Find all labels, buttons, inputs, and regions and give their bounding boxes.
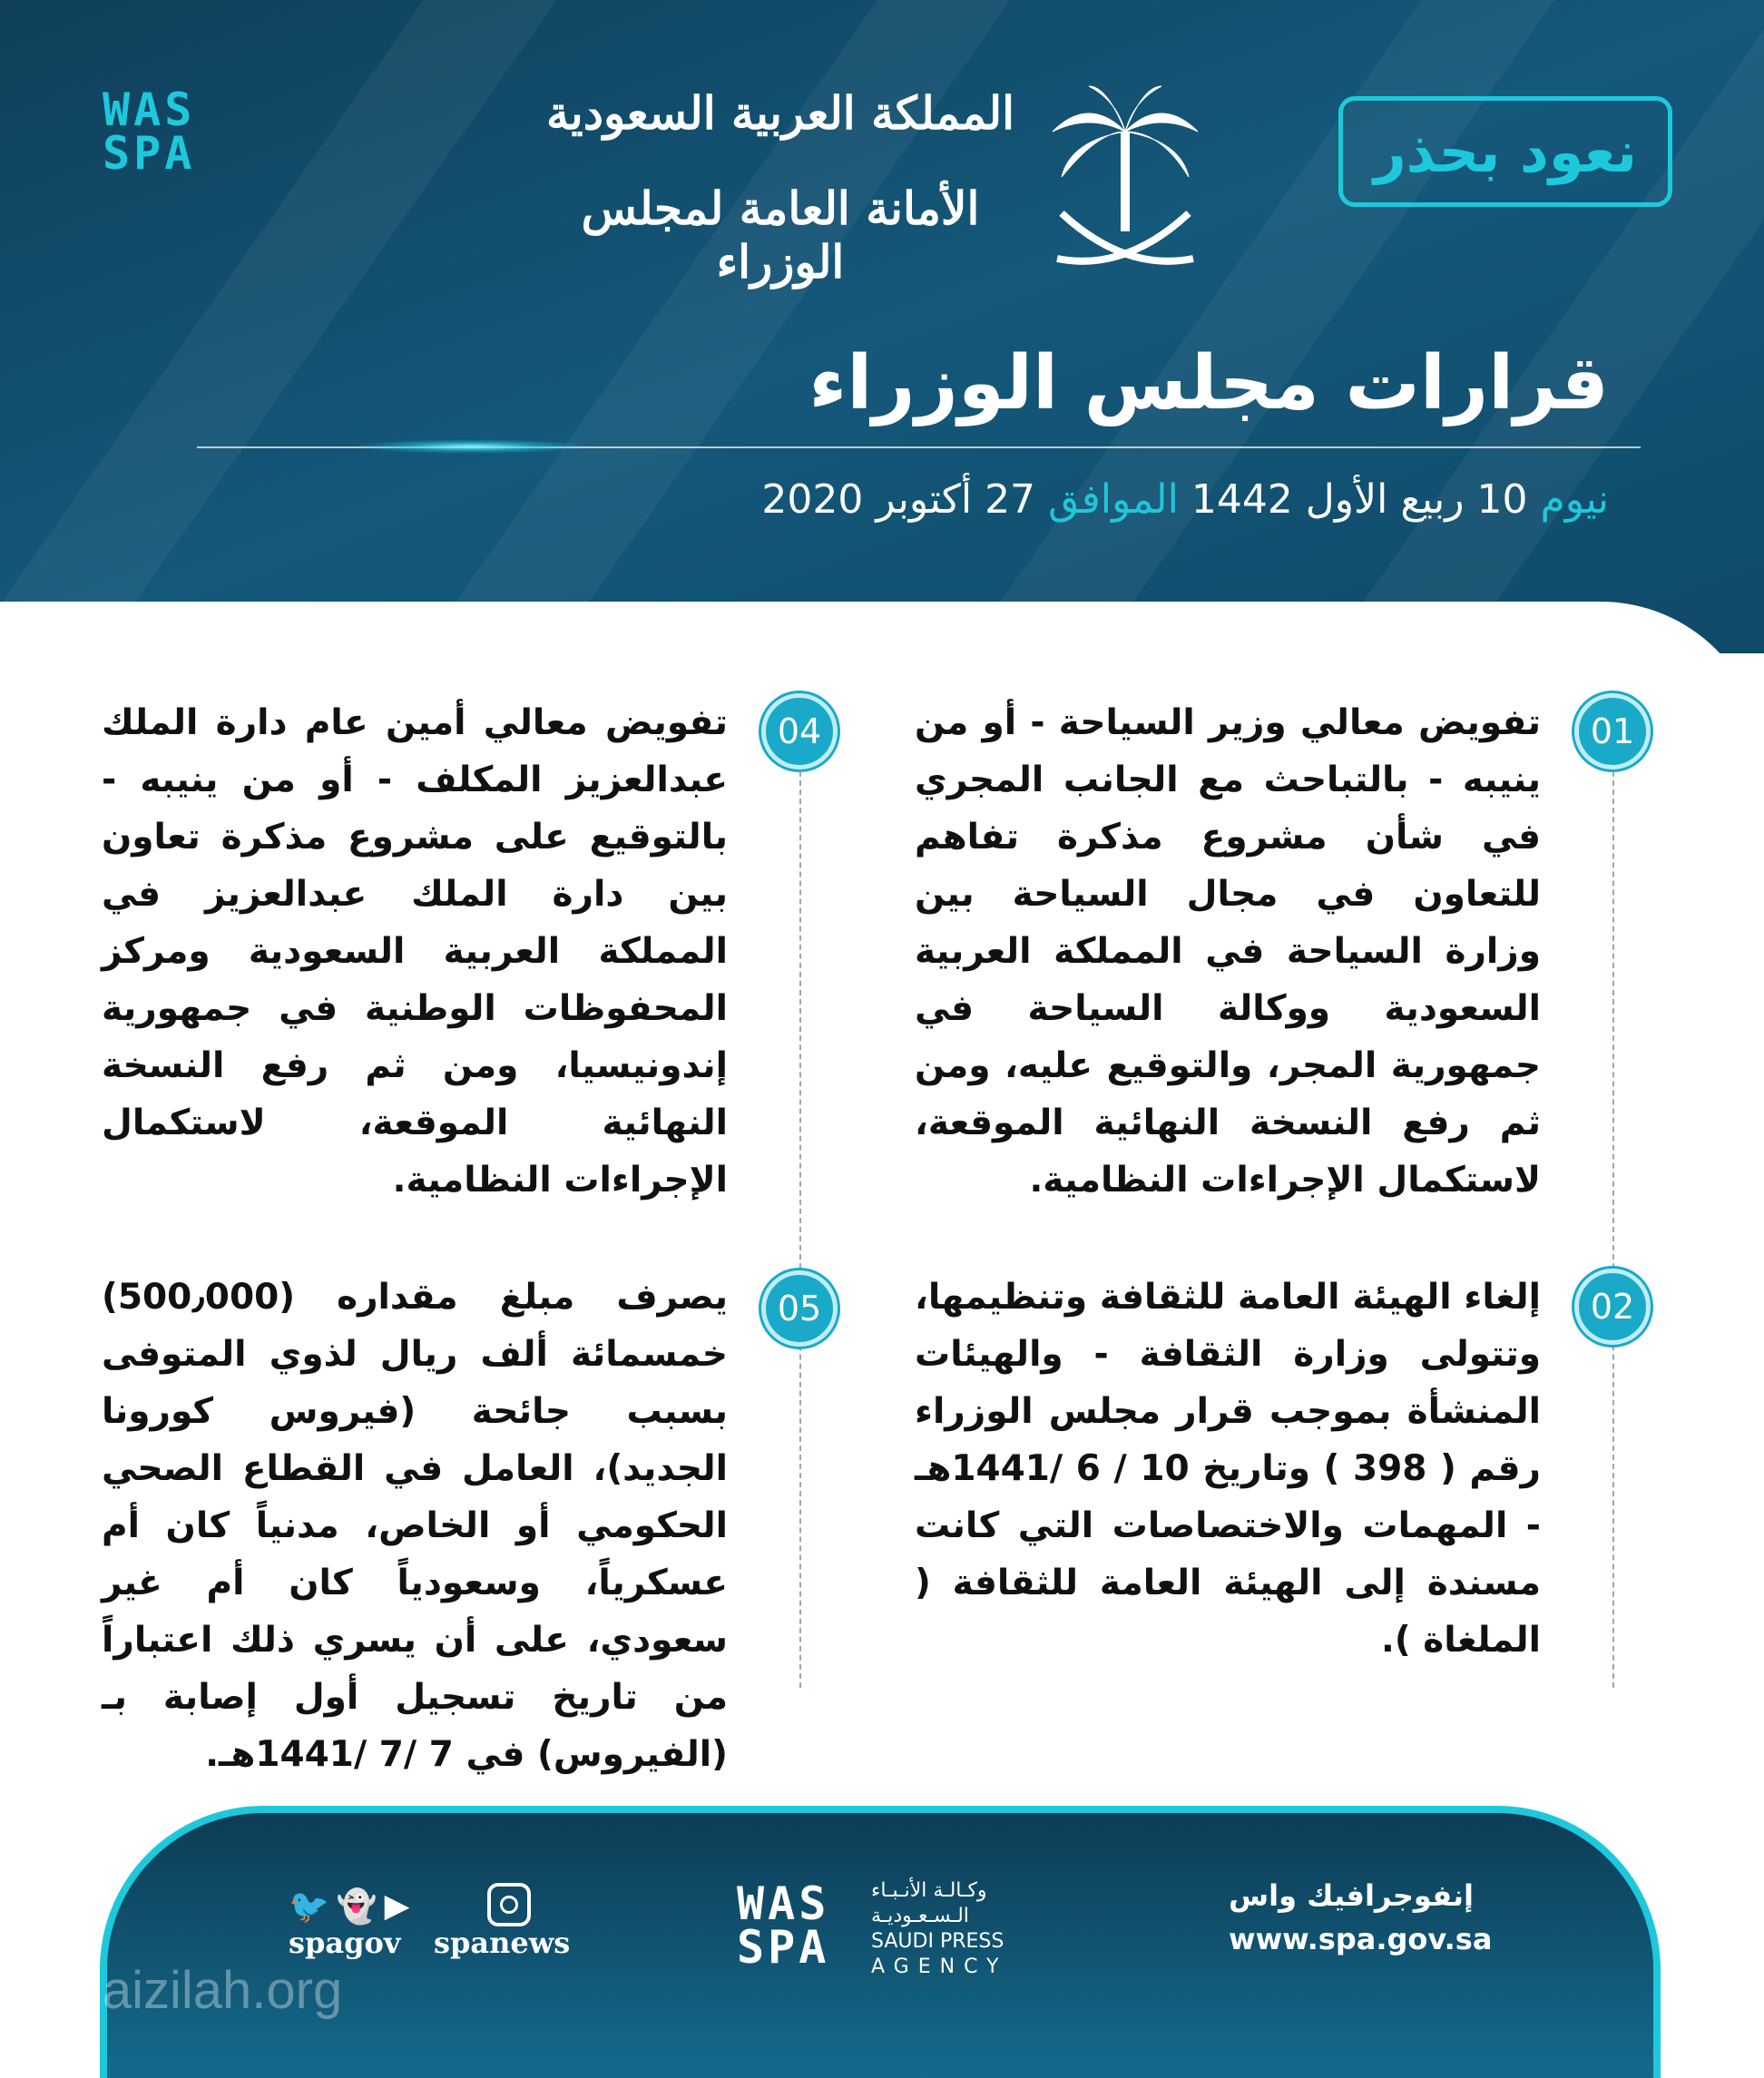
saudi-emblem-icon — [1034, 77, 1216, 281]
decision-text: يصرف مبلغ مقداره (500٫000) خمسمائة ألف ريال لذوي المتوفى بسبب جائحة (فيروس كورونا الجديد)، العامل في القطاع الصحي الحكومي أو الخاص، مدنياً كان أم عسكرياً، وسعودياً كان أم غير سعودي، على أن يسري ذلك اعتباراً من تاريخ تسجيل أول إصابة بـ (الفيروس) في 7 /7 /1441هـ. — [102, 1277, 728, 1775]
page-title: قرارات مجلس الوزراء — [808, 340, 1609, 426]
decision-text: إلغاء الهيئة العامة للثقافة وتنظيمها، وتتولى وزارة الثقافة - والهيئات المنشأة بموجب قرار مجلس الوزراء رقم ( 398 ) وتاريخ 10 / 6 /1441هـ - المهمات والاختصاصات التي كانت مسندة إلى الهيئة العامة للثقافة ( الملغاة ). — [915, 1277, 1541, 1661]
agency-name-en-2: AGENCY — [871, 1955, 1008, 1978]
session-date — [761, 476, 1609, 523]
date-hijri: 10 ربيع الأول 1442 — [1191, 476, 1528, 523]
decision-text: تفويض معالي وزير السياحة - أو من ينيبه - بالتباحث مع الجانب المجري في شأن مشروع مذكرة تفاهم للتعاون في مجال السياحة بين وزارة السياحة في المملكة العربية السعودية ووكالة السياحة في جمهورية المجر، والتوقيع عليه، ومن ثم رفع النسخة النهائية الموقعة، لاستكمال الإجراءات النظامية. — [915, 702, 1541, 1201]
social-handle[interactable]: spagov — [289, 1926, 401, 1960]
watermark: munaizilah.org — [0, 1961, 343, 2020]
twitter-icon[interactable]: 🐦 — [289, 1888, 329, 1926]
campaign-badge: نعود بحذر — [1338, 96, 1672, 207]
agency-name-ar-2: الـسـعـوديـة — [871, 1905, 969, 1927]
social-handle[interactable]: spanews — [434, 1926, 571, 1960]
divider-glow — [354, 439, 590, 454]
social-icons — [289, 1887, 409, 1926]
date-gregorian: 27 أكتوبر 2020 — [761, 476, 1036, 523]
infographic-label: إنفوجرافيك واس — [1229, 1878, 1474, 1913]
date-connector: الموافق — [1048, 476, 1179, 523]
agency-name-en-1: SAUDI PRESS — [871, 1930, 1004, 1953]
item-number-badge: 02 — [1574, 1269, 1651, 1345]
instagram-icon[interactable] — [487, 1883, 531, 1926]
kingdom-calligraphy: المملكة العربية السعودية — [545, 86, 1015, 140]
agency-name-ar-1: وكـالـة الأنـبـاء — [871, 1879, 987, 1902]
dashed-connector — [1612, 771, 1614, 1688]
snapchat-icon[interactable]: 👻 — [336, 1888, 377, 1926]
youtube-icon[interactable]: ▶ — [384, 1887, 410, 1925]
website-link[interactable]: www.spa.gov.sa — [1229, 1922, 1493, 1956]
spa-footer-logo: WAS SPA — [737, 1877, 830, 1974]
dashed-connector — [799, 771, 801, 1688]
item-number-badge: 05 — [761, 1270, 838, 1347]
decision-text: تفويض معالي أمين عام دارة الملك عبدالعزيز المكلف - أو من ينيبه - بالتوقيع على مشروع مذكرة تعاون بين دارة الملك عبدالعزيز في المملكة العربية السعودية ومركز المحفوظات الوطنية في جمهورية إندونيسيا، ومن ثم رفع النسخة النهائية الموقعة، لاستكمال الإجراءات النظامية. — [102, 702, 728, 1201]
spa-logo: WAS SPA — [103, 83, 196, 180]
secretariat-calligraphy: الأمانة العامة لمجلس الوزراء — [581, 181, 980, 289]
date-location: نيوم — [1540, 476, 1609, 523]
agency-name — [871, 1878, 1007, 1980]
item-number-badge: 01 — [1574, 693, 1651, 769]
item-number-badge: 04 — [761, 693, 838, 769]
